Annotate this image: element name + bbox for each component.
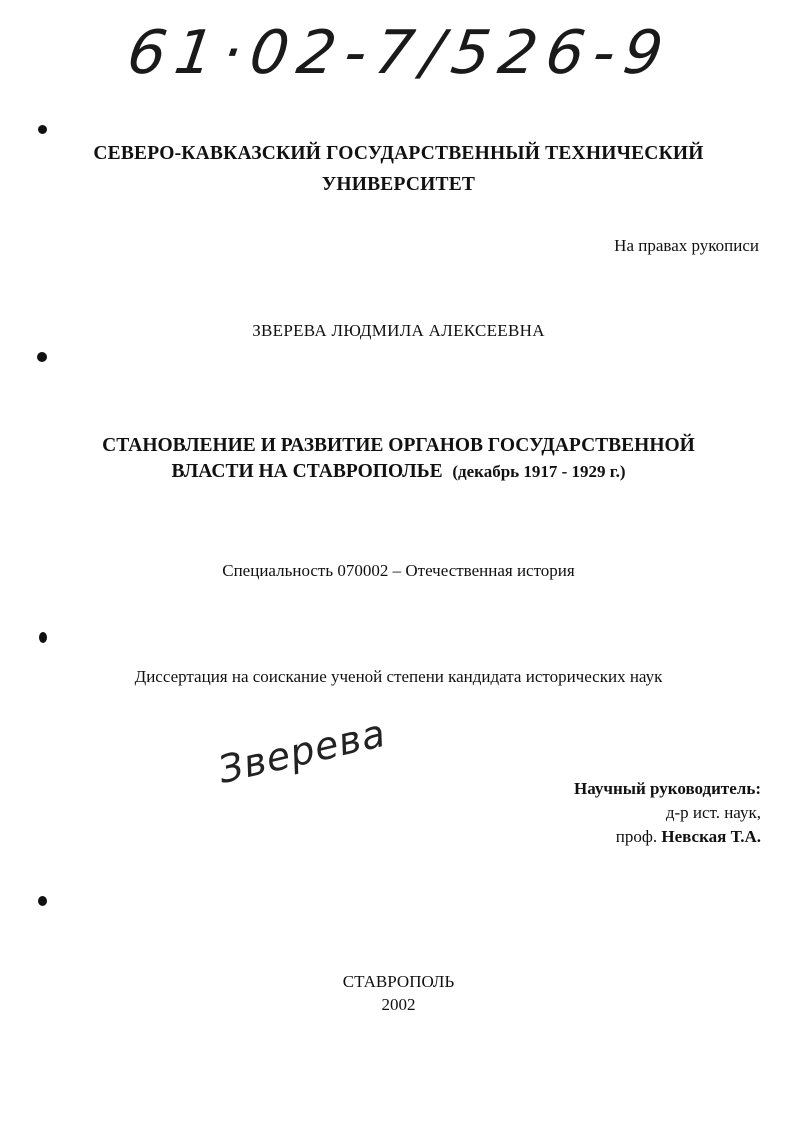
thesis-title-line1: СТАНОВЛЕНИЕ И РАЗВИТИЕ ОРГАНОВ ГОСУДАРСТВЕННОЙ: [102, 435, 695, 456]
city: СТАВРОПОЛЬ: [342, 972, 455, 991]
supervisor-label: Научный руководитель:: [574, 779, 761, 798]
thesis-title-line2-wrap: [0, 459, 797, 485]
supervisor-name: Невская Т.А.: [661, 827, 761, 846]
supervisor-degree: д-р ист. наук,: [665, 803, 761, 822]
punch-hole-mark: [37, 352, 47, 362]
year: 2002: [381, 995, 416, 1014]
archive-number-handwritten: 61·02-7/526-9: [123, 18, 677, 88]
dissertation-type: Диссертация на соискание ученой степени кандидата исторических наук: [134, 667, 663, 686]
university-name-line2: УНИВЕРСИТЕТ: [321, 174, 476, 195]
thesis-title-line2: ВЛАСТИ НА СТАВРОПОЛЬЕ: [171, 461, 443, 482]
punch-hole-mark: [39, 632, 47, 643]
author-signature: Зверева: [214, 710, 390, 792]
supervisor-block: [574, 777, 761, 849]
punch-hole-mark: [38, 125, 47, 134]
rights-notice: На правах рукописи: [614, 236, 759, 255]
university-name: [0, 138, 797, 200]
supervisor-title-prefix: проф.: [615, 827, 658, 846]
specialty: Специальность 070002 – Отечественная история: [222, 561, 575, 580]
city-year-block: [0, 970, 797, 1016]
thesis-title-dates: (декабрь 1917 - 1929 г.): [452, 462, 626, 481]
thesis-title: [0, 433, 797, 485]
supervisor-name-line: [574, 825, 761, 849]
university-name-line1: СЕВЕРО-КАВКАЗСКИЙ ГОСУДАРСТВЕННЫЙ ТЕХНИЧЕСКИЙ: [93, 143, 704, 164]
punch-hole-mark: [38, 896, 47, 906]
author-name: ЗВЕРЕВА ЛЮДМИЛА АЛЕКСЕЕВНА: [252, 321, 545, 340]
